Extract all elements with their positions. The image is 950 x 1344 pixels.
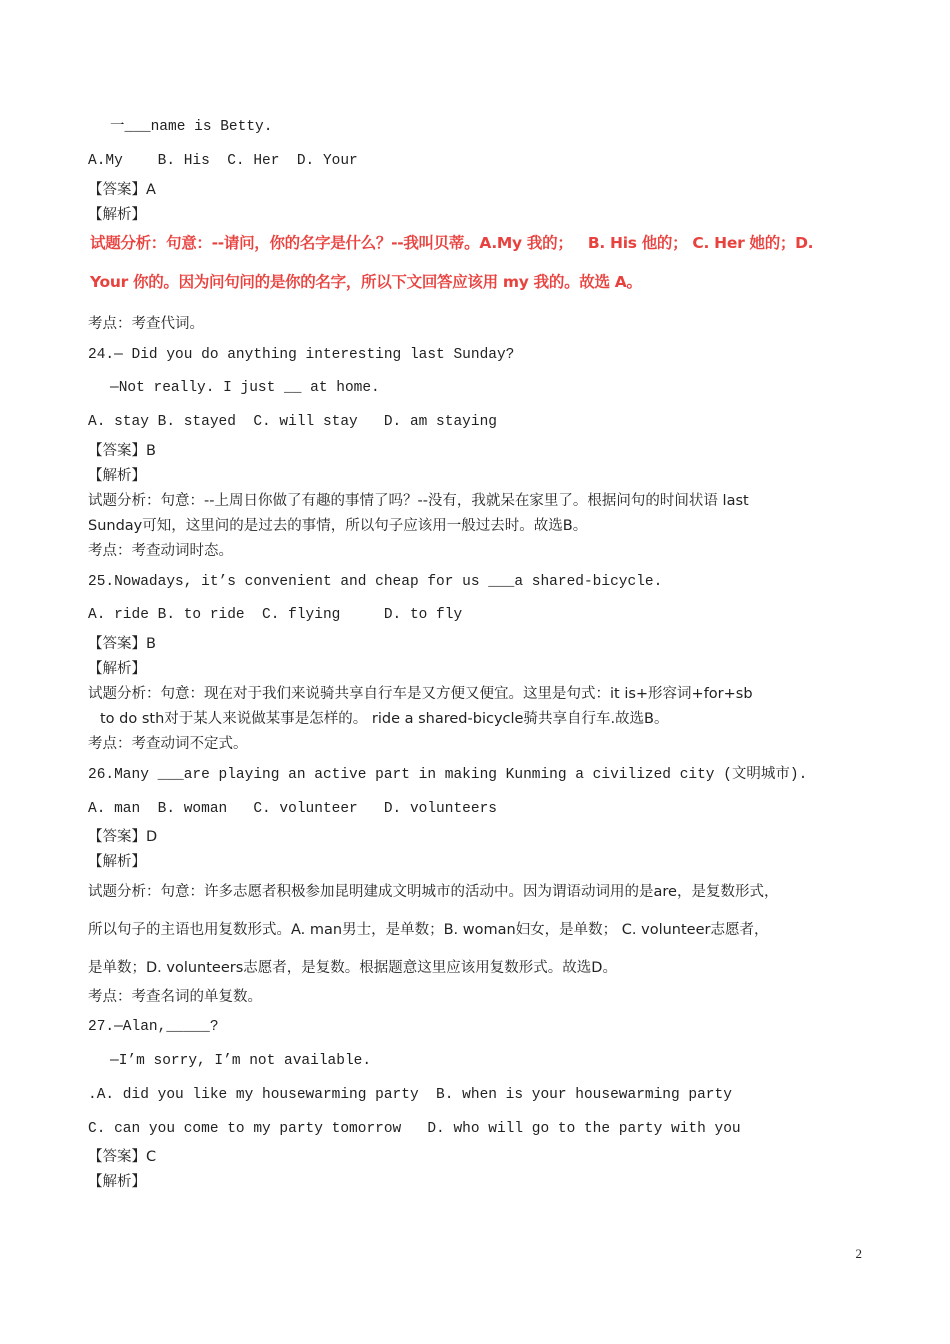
q23-answer: 【答案】A [88,182,156,198]
q26-stem: 26.Many ___are playing an active part in making Kunming a civilized city (文明城市). [88,767,808,783]
q24-analysis-line2: Sunday可知，这里问的是过去的事情，所以句子应该用一般过去时。故选B。 [88,518,588,534]
q25-answer: 【答案】B [88,636,156,652]
q26-analysis-heading: 【解析】 [88,854,146,870]
q26-answer: 【答案】D [88,829,158,845]
page-number: 2 [855,1246,862,1261]
q24-knowledge-point: 考点：考查动词时态。 [88,543,233,559]
q25-options: A. ride B. to ride C. flying D. to fly [88,607,463,623]
q24-answer: 【答案】B [88,443,156,459]
q24-analysis-heading: 【解析】 [88,468,146,484]
q23-analysis-line1: 试题分析：句意：--请问，你的名字是什么？--我叫贝蒂。A.My 我的； B. His 他的； C. Her 她的；D. [90,234,814,252]
q23-analysis-heading: 【解析】 [88,207,146,223]
q26-analysis-line3: 是单数；D. volunteers志愿者，是复数。根据题意这里应该用复数形式。故选D。 [88,960,617,976]
q24-stem: 24.— Did you do anything interesting last Sunday? [88,347,515,363]
q27-stem: 27.—Alan,_____? [88,1019,219,1035]
q26-analysis-line1: 试题分析：句意：许多志愿者积极参加昆明建成文明城市的活动中。因为谓语动词用的是are，是复数形式， [88,884,779,900]
q24-options: A. stay B. stayed C. will stay D. am staying [88,414,497,430]
q25-analysis-heading: 【解析】 [88,661,146,677]
q23-analysis-line2: Your 你的。因为问句问的是你的名字，所以下文回答应该用 my 我的。故选 A。 [90,273,642,291]
q25-analysis-line1: 试题分析：句意：现在对于我们来说骑共享自行车是又方便又便宜。这里是句式：it is+形容词+for+sb [88,686,753,702]
q23-stem: 一___name is Betty. [110,119,273,135]
q27-reply: —I’m sorry, I’m not available. [110,1053,372,1069]
q23-knowledge-point: 考点：考查代词。 [88,316,204,332]
q27-options-cd: C. can you come to my party tomorrow D. who will go to the party with you [88,1121,741,1137]
q25-analysis-line2: to do sth对于某人来说做某事是怎样的。 ride a shared-bicycle骑共享自行车.故选B。 [100,711,669,727]
q27-answer: 【答案】C [88,1149,157,1165]
q25-stem: 25.Nowadays, it’s convenient and cheap for us ___a shared-bicycle. [88,574,663,590]
q26-knowledge-point: 考点：考查名词的单复数。 [88,989,262,1005]
q26-options: A. man B. woman C. volunteer D. volunteers [88,801,497,817]
q27-options-ab: .A. did you like my housewarming party B. when is your housewarming party [88,1087,732,1103]
q24-analysis-line1: 试题分析：句意：--上周日你做了有趣的事情了吗？--没有，我就呆在家里了。根据问句的时间状语 last [88,493,749,509]
q27-analysis-heading: 【解析】 [88,1174,146,1190]
q24-reply: —Not really. I just __ at home. [110,380,380,396]
q26-analysis-line2: 所以句子的主语也用复数形式。A. man男士，是单数；B. woman妇女，是单数； C. volunteer志愿者， [88,922,769,938]
q23-options: A.My B. His C. Her D. Your [88,153,358,169]
q25-knowledge-point: 考点：考查动词不定式。 [88,736,248,752]
